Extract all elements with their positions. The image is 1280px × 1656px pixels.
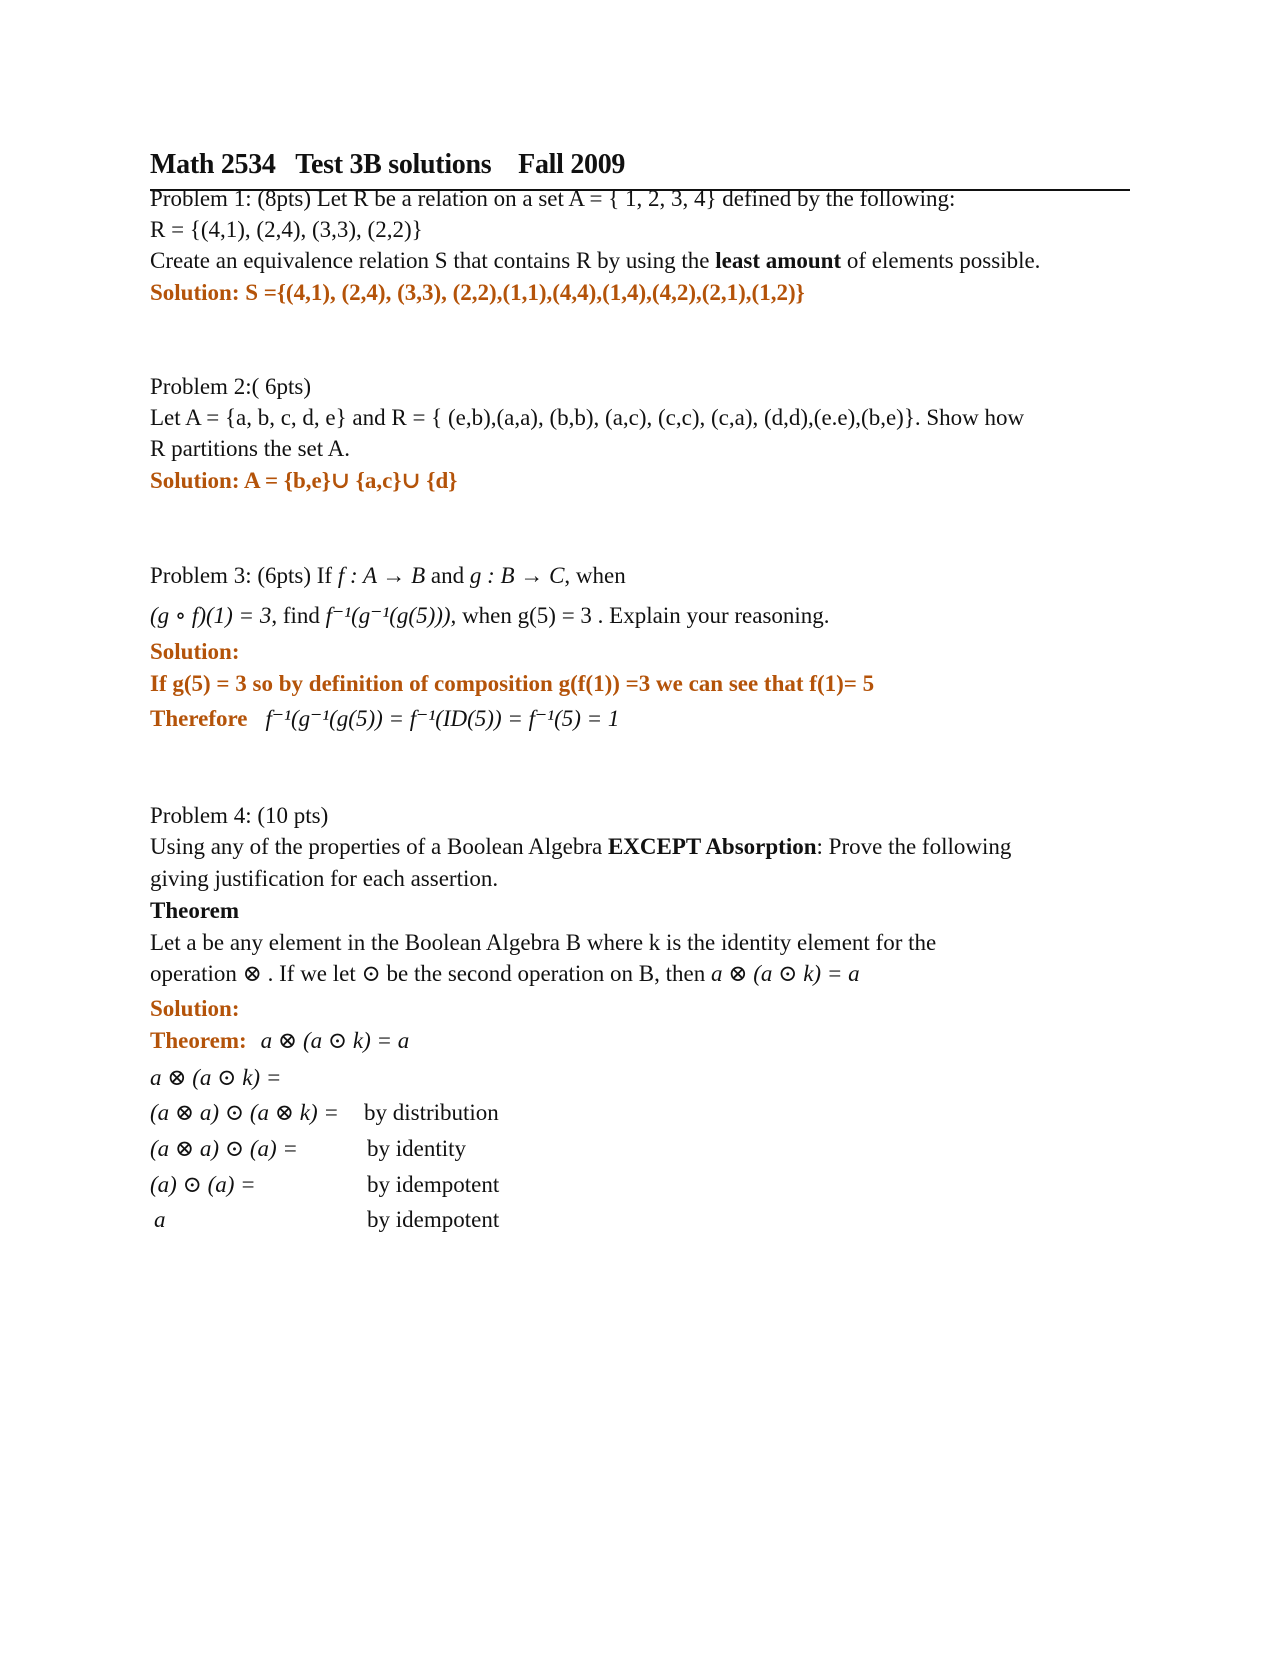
proof-step-expr: (a ⊗ a) ⊙ (a ⊗ k) = [150,1100,339,1125]
problem1-statement: Problem 1: (8pts) Let R be a relation on a set A = { 1, 2, 3, 4} defined by the following: [150,186,956,211]
problem1-instruction-pre: Create an equivalence relation S that contains R by using the [150,248,716,273]
problem3-when: , when [564,563,626,588]
problem3-math-f: f : A → B [337,563,426,588]
document-page [150,0,1130,1656]
problem4-solution-theorem-label: Theorem: [150,1028,247,1053]
problem1-relation: R = {(4,1), (2,4), (3,3), (2,2)} [150,217,423,242]
problem2-statement-cont: R partitions the set A. [150,436,350,461]
problem3-therefore: Therefore [150,706,248,731]
problem3-inverse-expr: f⁻¹(g⁻¹(g(5))), [325,603,457,628]
problem3-math-g: g : B → C [469,563,565,588]
problem3-find: , find [271,603,326,628]
problem3-and: and [425,563,470,588]
problem1-solution: Solution: S ={(4,1), (2,4), (3,3), (2,2),(1,1),(4,4),(1,4),(4,2),(2,1),(1,2)} [150,280,805,305]
problem3-composition: (g ∘ f)(1) = 3 [150,603,272,628]
problem3-final-expr: f⁻¹(g⁻¹(g(5)) = f⁻¹(ID(5)) = f⁻¹(5) = 1 [265,706,620,731]
proof-step-reason: by idempotent [367,1207,500,1232]
problem4-statement-bold: EXCEPT Absorption [607,834,817,859]
proof-step-reason: by identity [367,1136,467,1161]
proof-step-expr: (a ⊗ a) ⊙ (a) = [150,1136,298,1161]
problem4-heading: Problem 4: (10 pts) [150,803,329,828]
proof-step-reason: by distribution [364,1100,499,1125]
problem2-solution: Solution: A = {b,e}∪ {a,c}∪ {d} [150,468,458,493]
proof-step-reason: by idempotent [367,1172,500,1197]
problem1-instruction [150,246,1040,276]
problem3-solution-line2 [150,704,619,734]
proof-step-expr: (a) ⊙ (a) = [150,1172,256,1197]
problem4-theorem-math: a ⊗ (a ⊙ k) = a [711,961,860,986]
problem4-theorem-line2 [150,959,860,989]
problem3-explain: when g(5) = 3 . Explain your reasoning. [456,603,830,628]
problem1-instruction-post: of elements possible. [841,248,1041,273]
problem4-theorem-text: operation ⊗ . If we let ⊙ be the second operation on B, then [150,961,711,986]
problem4-theorem-heading: Theorem [150,898,240,923]
problem4-statement-cont: giving justification for each assertion. [150,866,499,891]
problem1-instruction-bold: least amount [715,248,842,273]
problem4-solution-theorem [150,1026,409,1056]
problem2-heading: Problem 2:( 6pts) [150,374,311,399]
proof-step-expr: a ⊗ (a ⊙ k) = [150,1065,282,1090]
page-title: Math 2534 Test 3B solutions Fall 2009 [150,149,626,180]
problem4-statement-pre: Using any of the properties of a Boolean Algebra [150,834,608,859]
problem3-solution-label: Solution: [150,639,240,664]
problem2-statement: Let A = {a, b, c, d, e} and R = { (e,b),(a,a), (b,b), (a,c), (c,c), (c,a), (d,d),(e.e),(b,e)}. Show how [150,405,1025,430]
problem3-statement [150,561,626,591]
problem3-question [150,601,830,631]
problem3-pre: Problem 3: (6pts) If [150,563,338,588]
problem4-statement [150,832,1011,862]
problem4-solution-theorem-math: a ⊗ (a ⊙ k) = a [260,1028,410,1053]
problem4-statement-post: : Prove the following [816,834,1012,859]
problem4-theorem-line1: Let a be any element in the Boolean Algebra B where k is the identity element for the [150,930,937,955]
proof-step-expr: a [154,1207,166,1232]
problem3-solution-line1: If g(5) = 3 so by definition of composition g(f(1)) =3 we can see that f(1)= 5 [150,671,875,696]
problem4-solution-label: Solution: [150,996,240,1021]
